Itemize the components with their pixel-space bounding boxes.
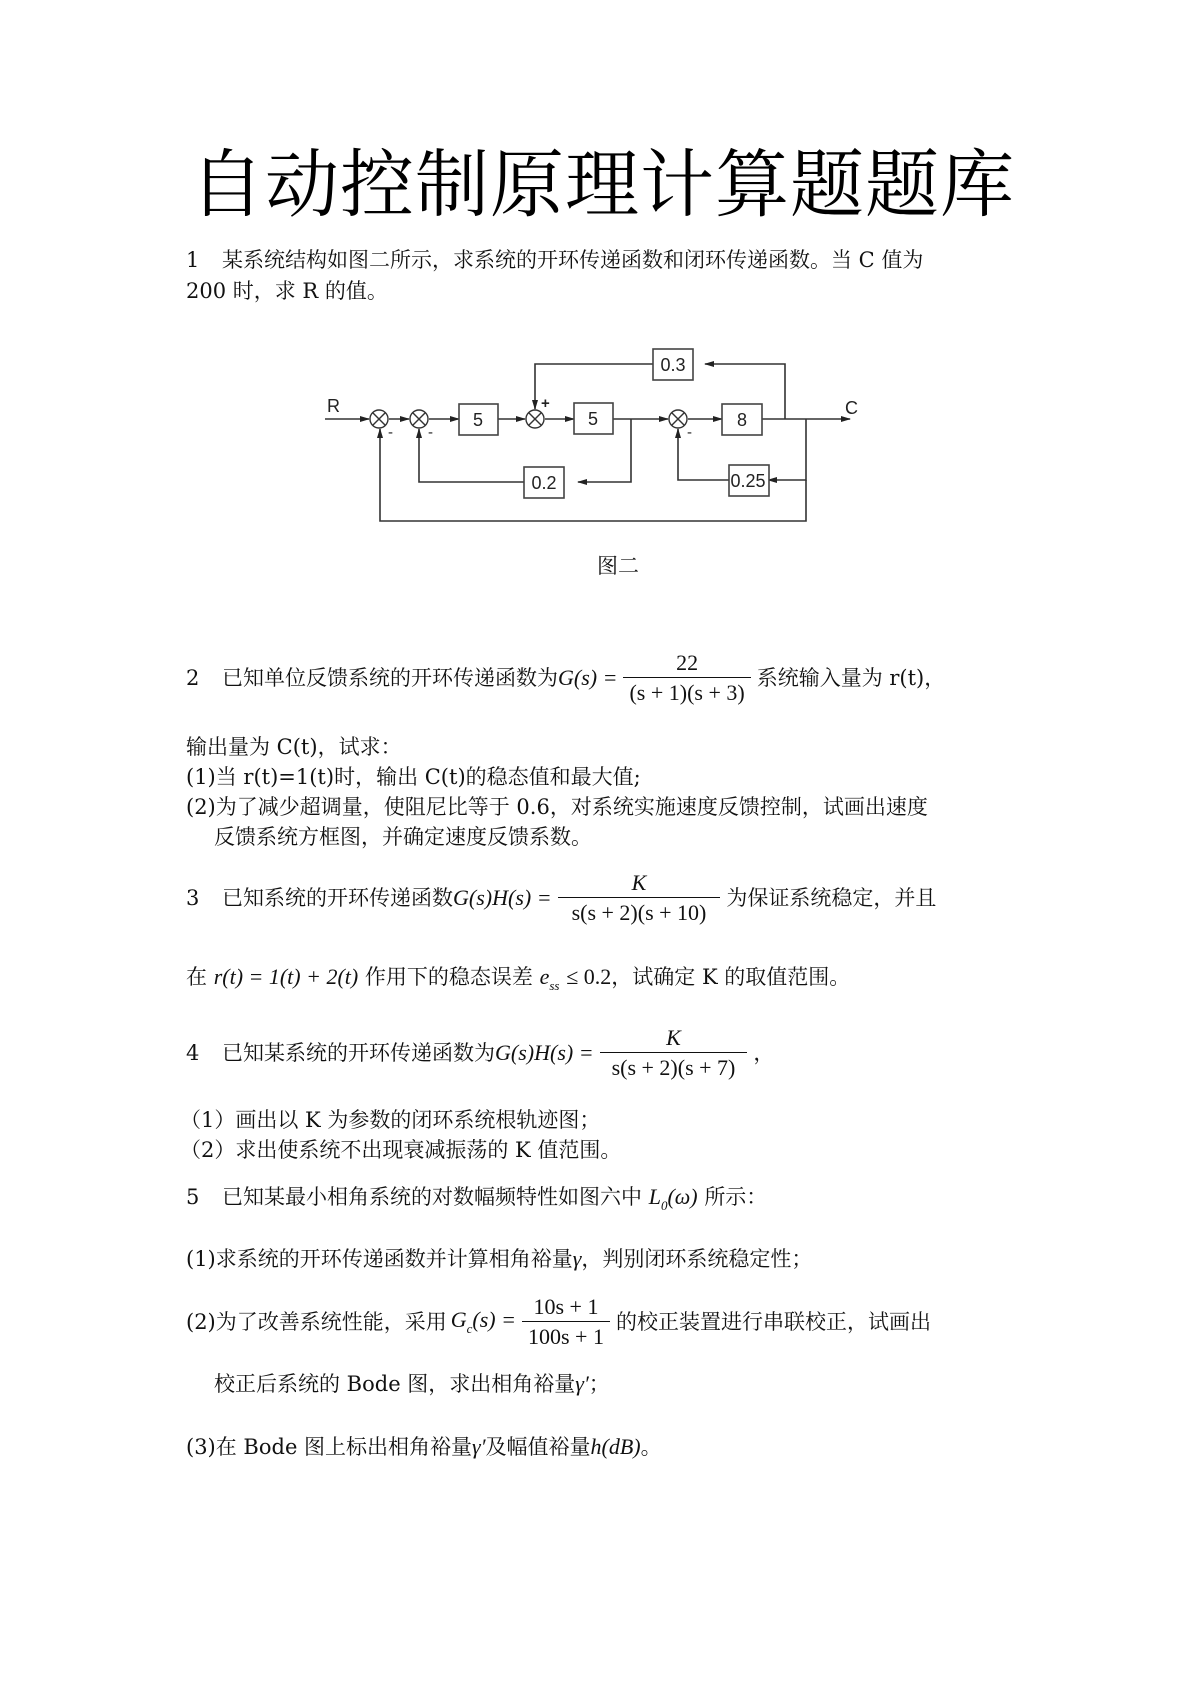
text: 作用下的稳态误差: [364, 965, 533, 989]
transfer-function-lhs: G(s)H(s) =: [453, 885, 552, 910]
ess-subscript: ss: [549, 978, 560, 993]
L-argument: (ω): [667, 1184, 698, 1209]
feedback-line-0.25: [768, 419, 806, 480]
Gc-symbol: G: [450, 1307, 467, 1332]
question-5-sub3: [186, 1436, 662, 1458]
question-text: 已知某最小相角系统的对数幅频特性如图六中: [222, 1185, 642, 1209]
question-text: 系统输入量为 r(t)，: [756, 665, 946, 690]
fraction: [522, 1296, 610, 1348]
question-3-line2: [186, 966, 850, 992]
gain-margin-symbol: h(dB): [590, 1434, 641, 1459]
question-2-line2: 输出量为 C(t)，试求：: [186, 735, 402, 759]
text: 。: [640, 1435, 662, 1459]
sign-label: -: [388, 424, 393, 441]
text: ，试确定 K 的取值范围。: [611, 965, 851, 989]
transfer-function-lhs: G(s) =: [558, 665, 618, 690]
text: ，判别闭环系统稳定性；: [581, 1247, 813, 1271]
gamma-symbol: γ: [572, 1246, 582, 1271]
L-symbol: L: [648, 1184, 661, 1209]
question-text: 为保证系统稳定，并且: [726, 885, 937, 910]
fraction-denominator: 100s + 1: [522, 1321, 610, 1348]
input-label: R: [327, 396, 340, 416]
steady-state-error: [539, 964, 560, 993]
text: (1)求系统的开环传递函数并计算相角裕量: [186, 1247, 573, 1271]
ess-condition: ≤ 0.2: [566, 964, 612, 989]
text: 校正后系统的 Bode 图，求出相角裕量: [214, 1372, 576, 1396]
question-number: 5: [186, 1185, 200, 1209]
text: (2)为了改善系统性能，采用: [186, 1309, 447, 1334]
fraction-numerator: K: [631, 870, 647, 895]
question-2-sub1: (1)当 r(t)=1(t)时，输出 C(t)的稳态值和最大值;: [186, 765, 641, 789]
ess-symbol: e: [539, 964, 550, 989]
block-label: 5: [587, 409, 599, 429]
Gc-rest: (s) =: [472, 1307, 516, 1332]
summing-junction-1: [370, 410, 388, 428]
compensator-lhs: [451, 1309, 516, 1335]
text: ；: [588, 1372, 610, 1396]
output-label: C: [845, 398, 858, 418]
block-label: 0.3: [660, 355, 686, 375]
feedback-line-0.25: [678, 429, 729, 480]
question-5-sub2-cont: [214, 1373, 610, 1395]
question-5: [186, 1186, 767, 1212]
question-text: 所示：: [704, 1185, 768, 1209]
question-number: 2: [186, 665, 200, 690]
fraction-denominator: s(s + 2)(s + 7): [600, 1052, 748, 1079]
question-4: [186, 1027, 774, 1079]
fraction-denominator: (s + 1)(s + 3): [623, 677, 750, 704]
question-3: [186, 872, 936, 924]
question-text: 已知系统的开环传递函数: [222, 885, 453, 910]
question-5-sub1: [186, 1248, 812, 1270]
block-diagram: [0, 0, 1190, 600]
gamma-prime-symbol: γ′: [575, 1371, 589, 1396]
L-subscript: 0: [660, 1198, 668, 1213]
question-1-line2: 200 时，求 R 的值。: [186, 279, 388, 303]
question-number: 4: [186, 1040, 200, 1065]
sign-label: +: [541, 395, 550, 412]
fraction-numerator: 10s + 1: [533, 1294, 599, 1319]
feedback-line-0.2: [419, 429, 524, 482]
text: 的校正装置进行串联校正，试画出: [615, 1309, 931, 1334]
gamma-prime-symbol: γ′: [472, 1434, 486, 1459]
input-expression: r(t) = 1(t) + 2(t): [213, 964, 359, 989]
question-text: 某系统结构如图二所示，求系统的开环传递函数和闭环传递函数。当 C 值为: [222, 248, 924, 272]
document-title: 自动控制原理计算题题库: [190, 142, 1015, 228]
summing-junction-2: [410, 410, 428, 428]
block-label: 8: [736, 410, 748, 430]
question-text: 已知单位反馈系统的开环传递函数为: [222, 665, 558, 690]
sign-label: -: [687, 424, 692, 441]
fraction: [600, 1027, 748, 1079]
fraction-numerator: 22: [676, 650, 699, 675]
question-2: [186, 652, 945, 704]
log-magnitude-symbol: [648, 1184, 698, 1213]
fraction: [623, 652, 750, 704]
question-number: 1: [186, 248, 200, 272]
summing-junction-4: [669, 410, 687, 428]
question-number: 3: [186, 885, 200, 910]
fraction-numerator: K: [666, 1025, 681, 1050]
block-label: 0.2: [531, 473, 557, 493]
summing-junction-3: [526, 410, 544, 428]
block-label: 5: [472, 410, 484, 430]
text: (3)在 Bode 图上标出相角裕量: [186, 1435, 473, 1459]
transfer-function-lhs: G(s)H(s) =: [495, 1040, 594, 1065]
text: 在: [186, 965, 207, 989]
fraction: [558, 872, 721, 924]
question-text: 已知某系统的开环传递函数为: [222, 1040, 495, 1065]
block-label: 0.25: [730, 471, 766, 491]
figure-caption: 图二: [597, 554, 639, 578]
Gc-subscript: c: [466, 1321, 473, 1336]
question-5-sub2: [186, 1296, 931, 1348]
fraction-denominator: s(s + 2)(s + 10): [558, 897, 721, 924]
question-text: ，: [753, 1040, 775, 1065]
text: 及幅值裕量: [485, 1435, 591, 1459]
question-2-sub2-cont: 反馈系统方框图，并确定速度反馈系数。: [214, 825, 592, 849]
sign-label: -: [428, 424, 433, 441]
question-2-sub2: (2)为了减少超调量，使阻尼比等于 0.6，对系统实施速度反馈控制，试画出速度: [186, 795, 928, 819]
question-4-sub2: （2）求出使系统不出现衰减振荡的 K 值范围。: [180, 1138, 622, 1162]
question-4-sub1: （1）画出以 K 为参数的闭环系统根轨迹图；: [180, 1108, 601, 1132]
